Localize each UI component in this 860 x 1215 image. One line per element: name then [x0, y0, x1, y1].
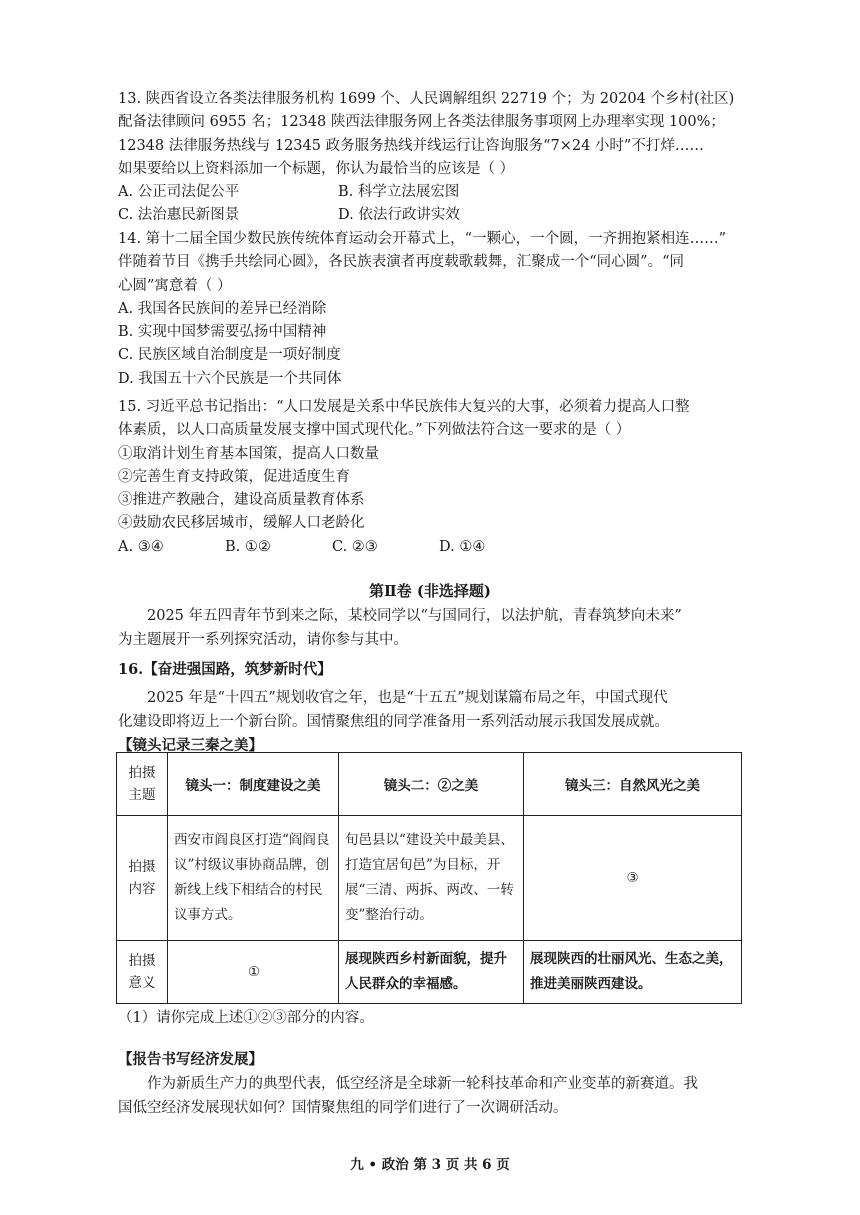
q15-option-b[interactable]: B. ①② [225, 538, 271, 555]
q13-question: 如果要给以上资料添加一个标题，你认为最恰当的应该是（ ） [118, 160, 515, 177]
q15-option-c[interactable]: C. ②③ [332, 538, 378, 555]
q14-option-a[interactable]: A. 我国各民族间的差异已经消除 [118, 300, 327, 317]
q15-item-2: ②完善生育支持政策，促进适度生育 [118, 468, 350, 485]
table-cell-answer-3[interactable]: ③ [524, 816, 742, 941]
q13-option-d[interactable]: D. 依法行政讲实效 [338, 207, 460, 224]
q14-line-2: 伴随着节目《携手共绘同心圆》，各民族表演者再度载歌载舞，汇聚成一个“同心圆”。“同 [118, 254, 684, 271]
section-2-intro-line-2: 为主题展开一系列探究活动，请你参与其中。 [118, 632, 408, 648]
table-row-label [117, 816, 168, 941]
table-cell: 镜头一：制度建设之美 [168, 753, 339, 816]
q14-option-d[interactable]: D. 我国五十六个民族是一个共同体 [118, 370, 342, 387]
q16-section-report [118, 1048, 748, 1120]
q13-option-a[interactable]: A. 公正司法促公平 [118, 184, 240, 201]
q16-task-1: （1）请你完成上述①②③部分的内容。 [118, 1010, 374, 1026]
q16-para-2: 化建设即将迈上一个新台阶。国情聚焦组的同学准备用一系列活动展示我国发展成就。 [118, 714, 669, 730]
q13-line-2: 配备法律顾问 6955 名；12348 陕西法律服务网上各类法律服务事项网上办理率实现 100%； [118, 114, 725, 131]
question-14 [118, 228, 758, 391]
q16-para-1: 2025 年是“十四五”规划收官之年，也是“十五五”规划谋篇布局之年，中国式现代 [147, 690, 668, 706]
q14-line-1: 14. 第十二届全国少数民族传统体育运动会开幕式上，“一颗心，一个圆，一齐拥抱紧相连……” [118, 231, 726, 247]
table-cell: 镜头三：自然风光之美 [524, 753, 742, 816]
row-label-line-2: 主题 [128, 787, 156, 803]
q16-heading: 16.【奋进强国路，筑梦新时代】 [118, 661, 332, 678]
row-label-line-1: 拍摄 [128, 765, 156, 781]
q15-item-4: ④鼓励农民移居城市，缓解人口老龄化 [118, 515, 365, 532]
question-16 [118, 658, 748, 758]
row-label-line-2: 内容 [128, 881, 156, 897]
q15-item-3: ③推进产教融合，建设高质量教育体系 [118, 492, 365, 509]
shooting-table [116, 752, 742, 1004]
q13-line-1: 13. 陕西省设立各类法律服务机构 1699 个、人民调解组织 22719 个；为 20204 个乡村(社区) [118, 91, 735, 107]
q15-option-d[interactable]: D. ①④ [439, 538, 486, 555]
table-row [117, 941, 742, 1004]
section-2-title: 第Ⅱ卷 (非选择题) [368, 582, 492, 600]
q13-option-c[interactable]: C. 法治惠民新图景 [118, 207, 240, 224]
row-label-line-1: 拍摄 [128, 859, 156, 875]
page-footer: 九 • 政治 第 3 页 共 6 页 [350, 1157, 510, 1173]
section-2-intro [118, 604, 748, 652]
q15-item-1: ①取消计划生育基本国策，提高人口数量 [118, 445, 379, 462]
table-row [117, 753, 742, 816]
q16-para-4: 国低空经济发展现状如何？国情聚焦组的同学们进行了一次调研活动。 [118, 1100, 568, 1116]
table-cell: 镜头二：②之美 [339, 753, 524, 816]
table-cell: 展现陕西乡村新面貌，提升人民群众的幸福感。 [339, 941, 524, 1004]
table-cell: 旬邑县以“建设关中最美县、打造宜居旬邑”为目标，开展“三清、两拆、两改、一转变”整治行动。 [339, 816, 524, 941]
question-13 [118, 88, 758, 228]
q16-para-3: 作为新质生产力的典型代表，低空经济是全球新一轮科技革命和产业变革的新赛道。我 [147, 1076, 698, 1092]
q15-option-a[interactable]: A. ③④ [118, 538, 164, 555]
table-cell: 展现陕西的壮丽风光、生态之美，推进美丽陕西建设。 [524, 941, 742, 1004]
q15-line-1: 15. 习近平总书记指出：“人口发展是关系中华民族伟大复兴的大事，必须着力提高人口整 [118, 399, 690, 415]
question-15 [118, 396, 758, 559]
table-row [117, 816, 742, 941]
q14-question: 心圆”寓意着（ ） [118, 277, 232, 294]
q16-subheading-1: 【镜头记录三秦之美】 [118, 737, 263, 754]
table-cell: 西安市阎良区打造“阎阎良议”村级议事协商品牌，创新线上线下相结合的村民议事方式。 [168, 816, 339, 941]
section-2-intro-line-1: 2025 年五四青年节到来之际，某校同学以“与国同行，以法护航，青春筑梦向未来” [147, 608, 682, 624]
q13-line-3: 12348 法律服务热线与 12345 政务服务热线并线运行让咨询服务“7×24 小时”不打烊…… [118, 137, 704, 154]
q15-options [118, 536, 758, 559]
q14-option-c[interactable]: C. 民族区域自治制度是一项好制度 [118, 347, 341, 364]
q13-options-row-2 [118, 204, 758, 227]
table-row-label [117, 753, 168, 816]
q16-task-block [118, 1006, 748, 1030]
row-label-line-1: 拍摄 [128, 953, 156, 969]
table-cell-answer-1[interactable]: ① [168, 941, 339, 1004]
q13-options-row-1 [118, 181, 758, 204]
q16-subheading-2: 【报告书写经济发展】 [118, 1051, 263, 1068]
row-label-line-2: 意义 [128, 975, 156, 991]
q14-option-b[interactable]: B. 实现中国梦需要弘扬中国精神 [118, 324, 327, 341]
q15-question: 体素质，以人口高质量发展支撑中国式现代化。”下列做法符合这一要求的是（ ） [118, 422, 631, 439]
table-row-label [117, 941, 168, 1004]
q13-option-b[interactable]: B. 科学立法展宏图 [338, 184, 460, 201]
